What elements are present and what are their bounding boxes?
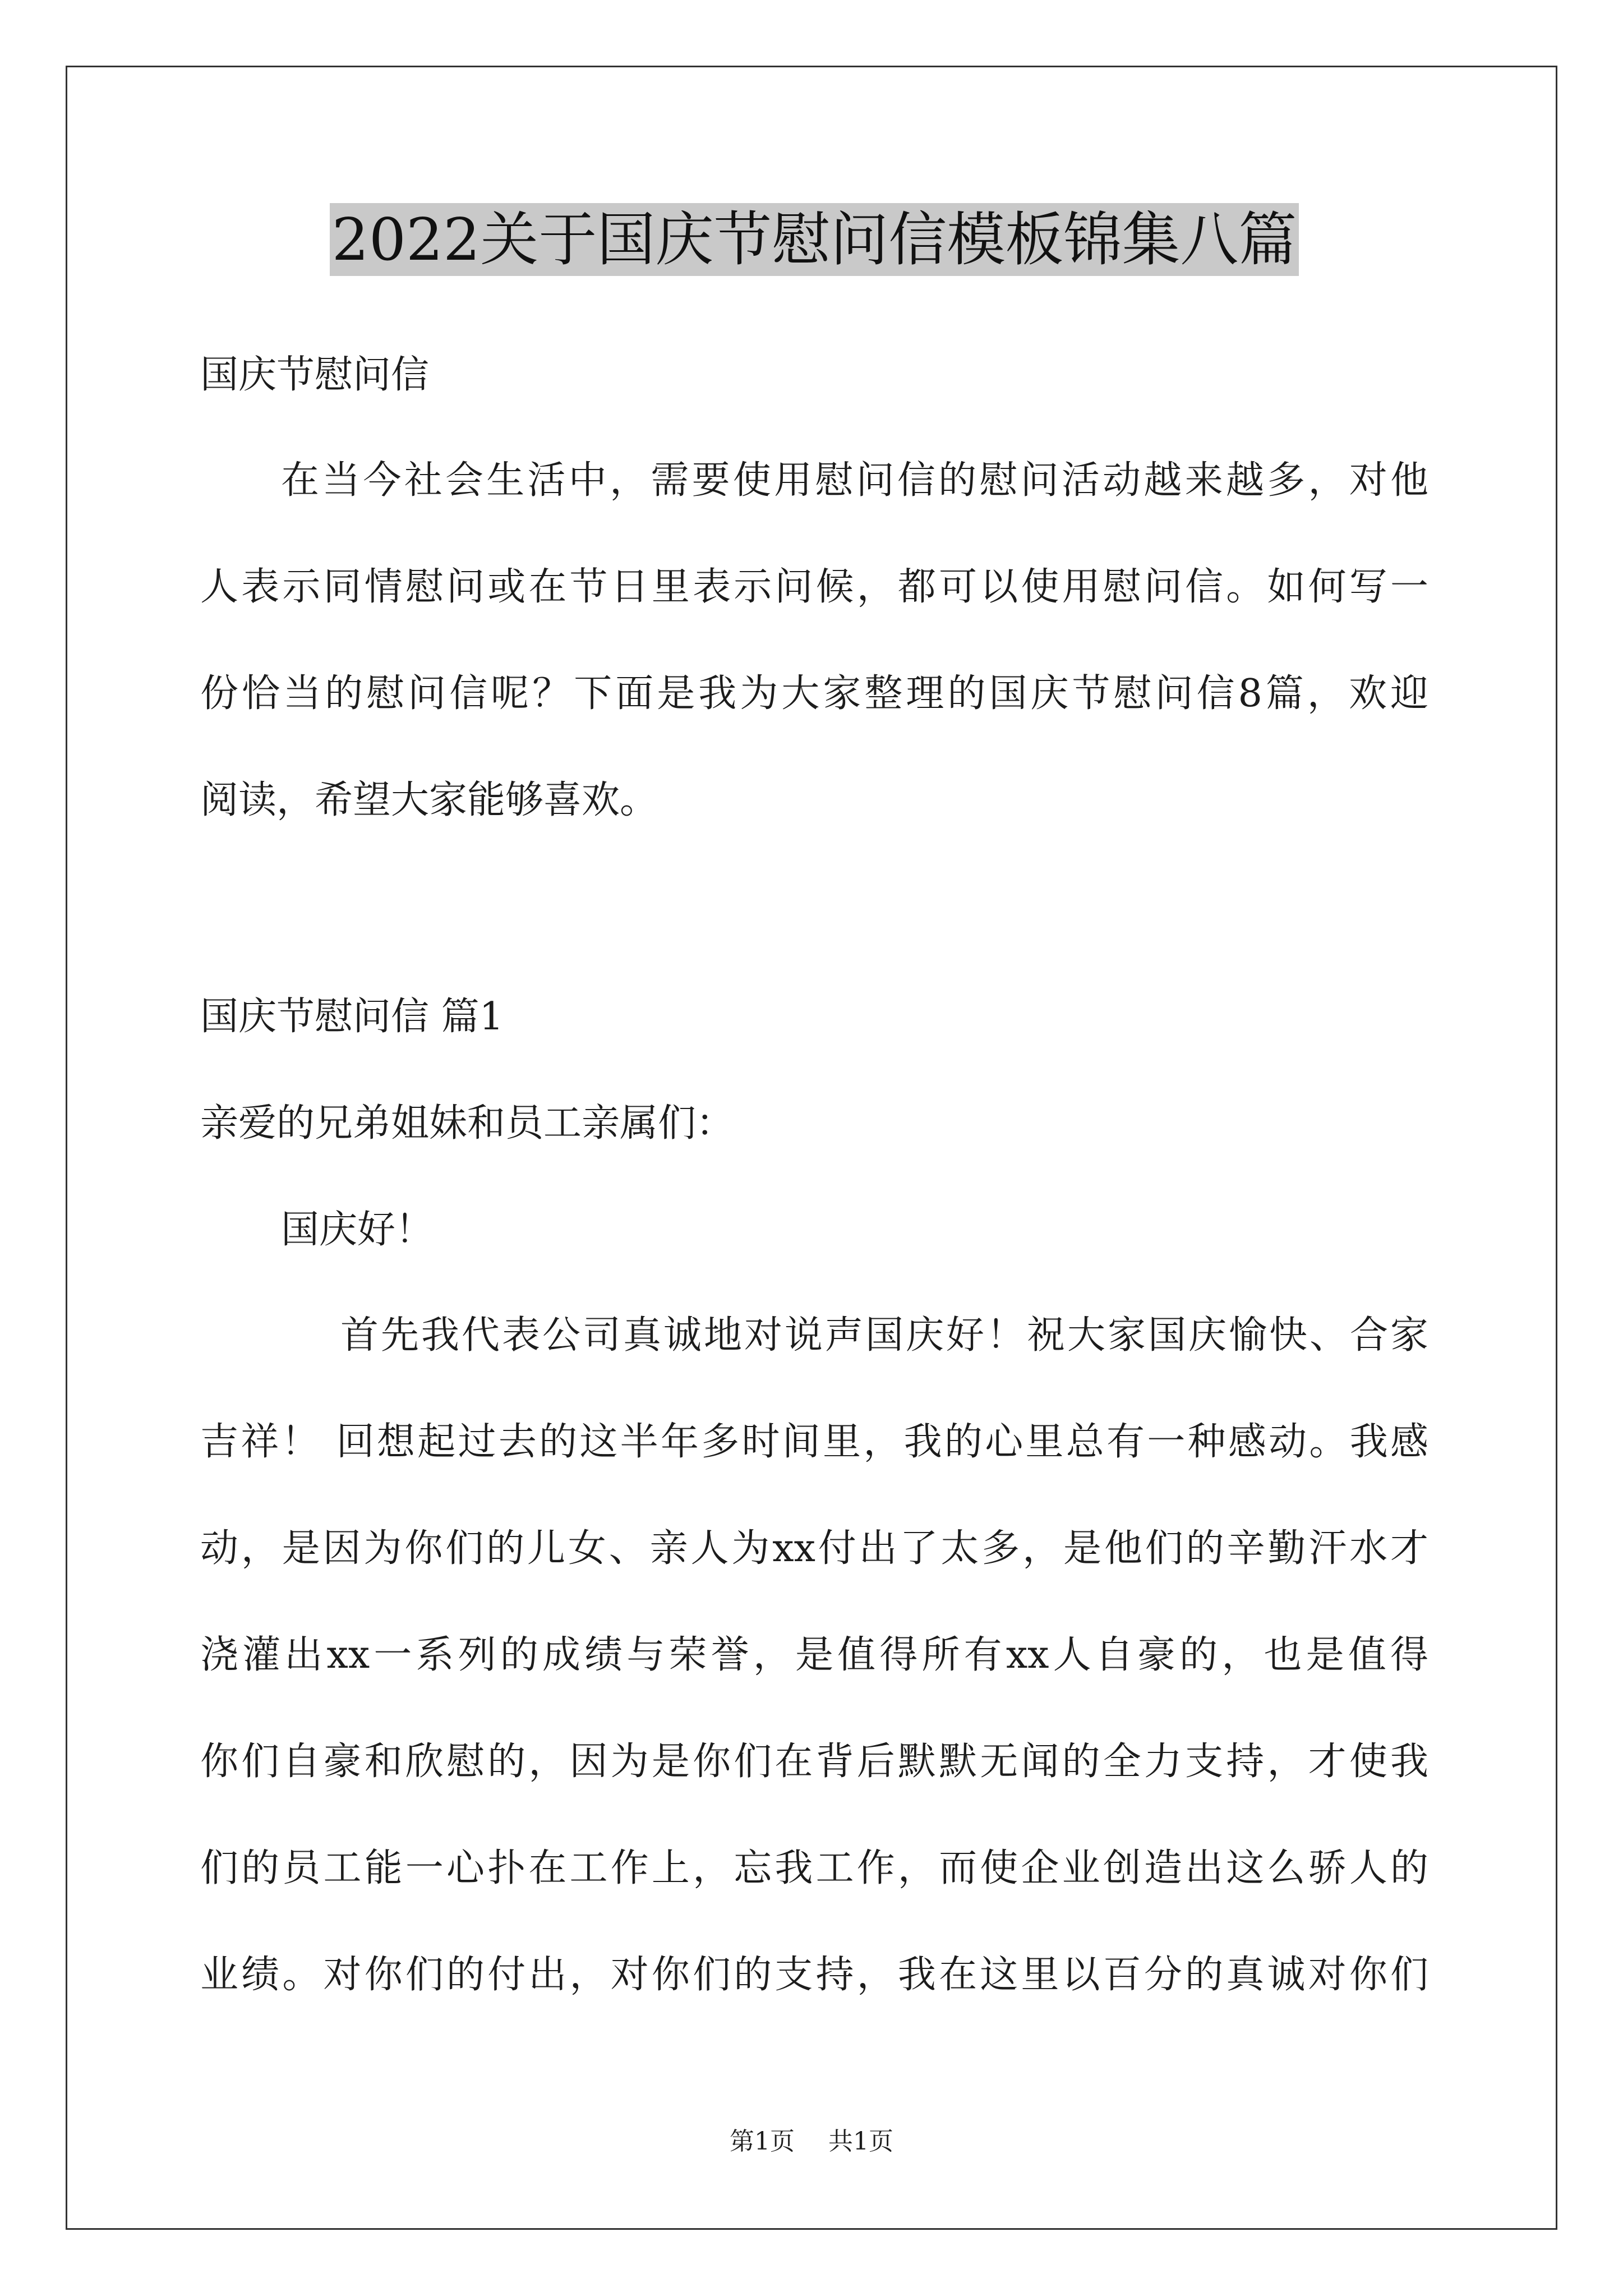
body-line-1: 首先我代表公司真诚地对说声国庆好！祝大家国庆愉快、合家 bbox=[340, 1313, 1428, 1358]
page-number: 第1页 bbox=[730, 2127, 795, 2156]
intro-line-1: 在当今社会生活中，需要使用慰问信的慰问活动越来越多，对他 bbox=[281, 458, 1428, 503]
body-line-4: 浇灌出xx一系列的成绩与荣誉，是值得所有xx人自豪的，也是值得 bbox=[200, 1633, 1428, 1677]
letter-heading: 国庆节慰问信 篇1 bbox=[200, 995, 504, 1039]
intro-line-3: 份恰当的慰问信呢？下面是我为大家整理的国庆节慰问信8篇，欢迎 bbox=[200, 671, 1428, 716]
body-line-2: 吉祥！ 回想起过去的这半年多时间里，我的心里总有一种感动。我感 bbox=[200, 1420, 1428, 1464]
body-line-5: 你们自豪和欣慰的，因为是你们在背后默默无闻的全力支持，才使我 bbox=[200, 1740, 1428, 1784]
body-line-3: 动，是因为你们的儿女、亲人为xx付出了太多，是他们的辛勤汗水才 bbox=[200, 1526, 1428, 1571]
intro-line-2: 人表示同情慰问或在节日里表示问候，都可以使用慰问信。如何写一 bbox=[200, 565, 1428, 609]
page-total: 共1页 bbox=[828, 2127, 893, 2156]
letter-greeting: 国庆好！ bbox=[281, 1208, 434, 1252]
body-line-7: 业绩。对你们的付出，对你们的支持，我在这里以百分的真诚对你们 bbox=[200, 1953, 1428, 1997]
body-line-6: 们的员工能一心扑在工作上，忘我工作，而使企业创造出这么骄人的 bbox=[200, 1846, 1428, 1890]
intro-line-4: 阅读，希望大家能够喜欢。 bbox=[200, 778, 658, 822]
document-title: 2022关于国庆节慰问信模板锦集八篇 bbox=[330, 203, 1299, 276]
letter-salutation: 亲爱的兄弟姐妹和员工亲属们： bbox=[200, 1101, 735, 1145]
page-footer bbox=[0, 2126, 1623, 2157]
section-heading: 国庆节慰问信 bbox=[200, 353, 430, 397]
title-wrapper bbox=[200, 203, 1428, 276]
